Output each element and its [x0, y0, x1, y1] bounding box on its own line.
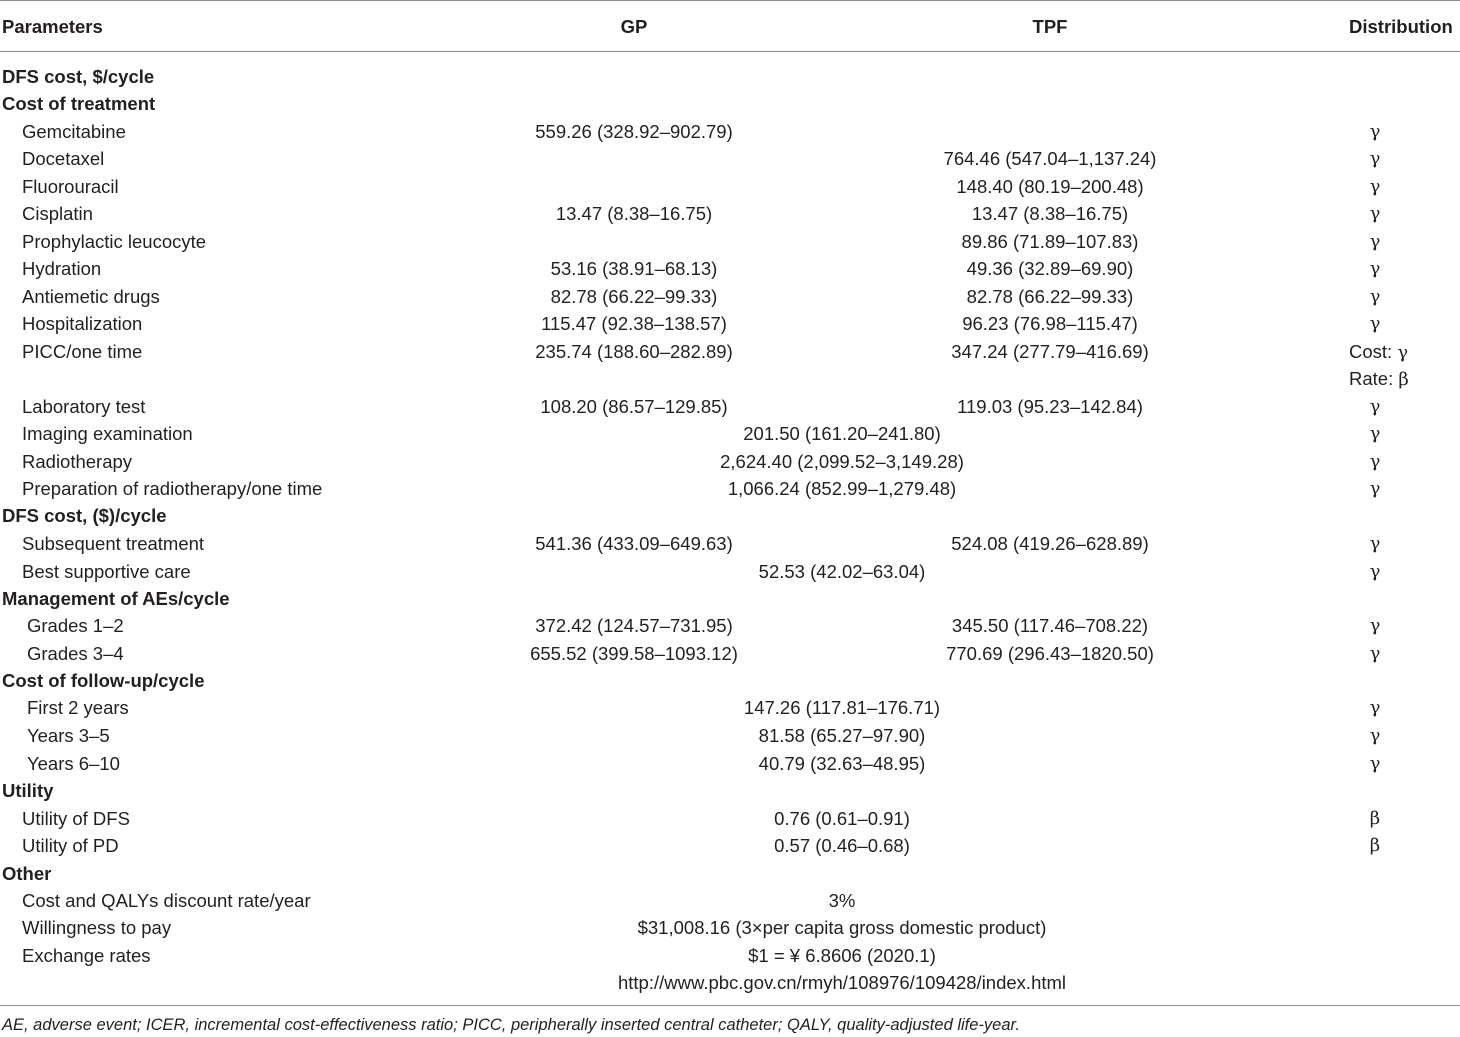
shared-value: 52.53 (42.02–63.04): [758, 561, 926, 582]
distribution-value: γ: [1369, 561, 1381, 582]
distribution-value: γ: [1369, 478, 1381, 499]
param-label: Cisplatin: [22, 203, 93, 224]
param-label: Best supportive care: [22, 561, 191, 582]
shared-value: $31,008.16 (3×per capita gross domestic product): [637, 917, 1047, 938]
section-row: [0, 860, 1460, 887]
tpf-value: 347.24 (277.79–416.69): [951, 341, 1149, 362]
param-label: Subsequent treatment: [22, 533, 205, 554]
param-label: Docetaxel: [22, 148, 105, 169]
table-row: [0, 942, 1460, 969]
section-row: [0, 90, 1460, 117]
shared-value: 147.26 (117.81–176.71): [743, 697, 941, 718]
section-row: [0, 667, 1460, 694]
distribution-value: γ: [1369, 451, 1381, 472]
param-label: Utility of DFS: [22, 808, 130, 829]
distribution-value: γ: [1369, 231, 1381, 252]
tpf-value: 82.78 (66.22–99.33): [966, 286, 1134, 307]
section-row: [0, 63, 1460, 90]
distribution-cost-label: [1349, 338, 1408, 366]
distribution-value: γ: [1369, 258, 1381, 279]
shared-value: 0.76 (0.61–0.91): [774, 808, 910, 829]
distribution-value: γ: [1369, 286, 1381, 307]
tpf-value: 49.36 (32.89–69.90): [966, 258, 1134, 279]
param-label: Grades 3–4: [27, 643, 124, 664]
table-row: [0, 118, 1460, 145]
gp-value: 13.47 (8.38–16.75): [555, 203, 713, 224]
distribution-value: γ: [1369, 615, 1381, 636]
distribution-value: γ: [1369, 533, 1381, 554]
param-label: Preparation of radiotherapy/one time: [22, 478, 323, 499]
table-row: [0, 612, 1460, 639]
param-label: Willingness to pay: [22, 917, 172, 938]
gp-value: 372.42 (124.57–731.95): [535, 615, 733, 636]
table-row: [0, 393, 1460, 420]
gp-value: 115.47 (92.38–138.57): [541, 313, 727, 334]
table-row-continuation: [0, 365, 1460, 392]
param-label: Cost and QALYs discount rate/year: [22, 890, 311, 911]
section-other: Other: [2, 863, 52, 884]
table-row: [0, 914, 1460, 941]
distribution-value: γ: [1369, 753, 1381, 774]
distribution-rate-prefix: Rate:: [1349, 368, 1399, 389]
distribution-cost-prefix: Cost:: [1349, 341, 1398, 362]
tpf-value: 770.69 (296.43–1820.50): [946, 643, 1154, 664]
distribution-value: β: [1369, 808, 1381, 829]
gp-value: 108.20 (86.57–129.85): [540, 396, 728, 417]
table-row: [0, 145, 1460, 172]
tpf-value: 119.03 (95.23–142.84): [957, 396, 1143, 417]
table-row: [0, 338, 1460, 365]
distribution-value: γ: [1369, 121, 1381, 142]
gp-value: 235.74 (188.60–282.89): [535, 341, 733, 362]
table-row: [0, 694, 1460, 721]
header-rule: [0, 51, 1460, 52]
shared-value: $1 = ¥ 6.8606 (2020.1): [748, 945, 936, 966]
distribution-value: γ: [1369, 313, 1381, 334]
param-label: Imaging examination: [22, 423, 193, 444]
header-gp: GP: [620, 16, 648, 37]
table-row: [0, 558, 1460, 585]
source-url: http://www.pbc.gov.cn/rmyh/108976/109428/index.html: [617, 972, 1067, 993]
gp-value: 559.26 (328.92–902.79): [535, 121, 733, 142]
table-row: [0, 200, 1460, 227]
table-bottom-rule: [0, 1005, 1460, 1006]
section-row: [0, 502, 1460, 529]
gp-value: 53.16 (38.91–68.13): [550, 258, 718, 279]
table-row: [0, 805, 1460, 832]
table-row: [0, 832, 1460, 859]
section-management-aes: Management of AEs/cycle: [2, 588, 230, 609]
param-label: Grades 1–2: [27, 615, 124, 636]
param-label: Years 6–10: [27, 753, 120, 774]
shared-value: 1,066.24 (852.99–1,279.48): [727, 478, 957, 499]
param-label: Fluorouracil: [22, 176, 119, 197]
param-label: Gemcitabine: [22, 121, 126, 142]
table-row: [0, 228, 1460, 255]
gp-value: 541.36 (433.09–649.63): [535, 533, 733, 554]
table-row: [0, 887, 1460, 914]
param-label: Antiemetic drugs: [22, 286, 160, 307]
tpf-value: 764.46 (547.04–1,137.24): [943, 148, 1157, 169]
section-utility: Utility: [2, 780, 54, 801]
distribution-value: β: [1369, 835, 1381, 856]
shared-value: 40.79 (32.63–48.95): [758, 753, 926, 774]
shared-value: 81.58 (65.27–97.90): [758, 725, 926, 746]
tpf-value: 148.40 (80.19–200.48): [956, 176, 1144, 197]
shared-value: 2,624.40 (2,099.52–3,149.28): [720, 451, 964, 472]
param-label: First 2 years: [27, 697, 129, 718]
distribution-value: γ: [1369, 697, 1381, 718]
distribution-rate-symbol: β: [1398, 369, 1409, 390]
table-row: [0, 640, 1460, 667]
table-row-continuation: [0, 969, 1460, 996]
distribution-rate-label: [1349, 365, 1409, 393]
table-row: [0, 722, 1460, 749]
gp-value: 655.52 (399.58–1093.12): [530, 643, 738, 664]
table-row: [0, 173, 1460, 200]
table-row: [0, 750, 1460, 777]
param-label: Utility of PD: [22, 835, 119, 856]
tpf-value: 524.08 (419.26–628.89): [951, 533, 1149, 554]
table-row: [0, 420, 1460, 447]
table-row: [0, 283, 1460, 310]
distribution-value: γ: [1369, 176, 1381, 197]
table-footnote: AE, adverse event; ICER, incremental cost-effectiveness ratio; PICC, peripherally inserted central catheter; QALY, quality-adjusted life-year.: [2, 1016, 1020, 1034]
section-cost-of-treatment: Cost of treatment: [2, 93, 156, 114]
distribution-value: γ: [1369, 423, 1381, 444]
shared-value: 201.50 (161.20–241.80): [743, 423, 941, 444]
section-row: [0, 777, 1460, 804]
param-label: Hospitalization: [22, 313, 143, 334]
param-label: Laboratory test: [22, 396, 146, 417]
table-top-rule: [0, 0, 1460, 1]
shared-value: 0.57 (0.46–0.68): [774, 835, 910, 856]
section-dfs-cost: DFS cost, $/cycle: [2, 66, 155, 87]
table-row: [0, 255, 1460, 282]
table-row: [0, 310, 1460, 337]
distribution-value: γ: [1369, 396, 1381, 417]
param-label: Prophylactic leucocyte: [22, 231, 207, 252]
param-label: Hydration: [22, 258, 102, 279]
param-label: Exchange rates: [22, 945, 151, 966]
distribution-value: γ: [1369, 725, 1381, 746]
param-label: PICC/one time: [22, 341, 143, 362]
header-tpf: TPF: [1032, 16, 1068, 37]
distribution-value: γ: [1369, 643, 1381, 664]
header-parameters: Parameters: [2, 16, 103, 37]
tpf-value: 345.50 (117.46–708.22): [951, 615, 1149, 636]
distribution-value: γ: [1369, 203, 1381, 224]
table-row: [0, 475, 1460, 502]
table-row: [0, 448, 1460, 475]
param-label: Years 3–5: [27, 725, 110, 746]
table-header: [0, 13, 1460, 40]
table-row: [0, 530, 1460, 557]
header-distribution: Distribution: [1349, 16, 1453, 37]
section-follow-up: Cost of follow-up/cycle: [2, 670, 205, 691]
tpf-value: 89.86 (71.89–107.83): [961, 231, 1139, 252]
distribution-cost-symbol: γ: [1397, 342, 1409, 363]
section-row: [0, 585, 1460, 612]
distribution-value: γ: [1369, 148, 1381, 169]
section-dfs-cost-2: DFS cost, ($)/cycle: [2, 505, 167, 526]
tpf-value: 13.47 (8.38–16.75): [971, 203, 1129, 224]
param-label: Radiotherapy: [22, 451, 133, 472]
shared-value: 3%: [828, 890, 856, 911]
tpf-value: 96.23 (76.98–115.47): [962, 313, 1138, 334]
gp-value: 82.78 (66.22–99.33): [550, 286, 718, 307]
